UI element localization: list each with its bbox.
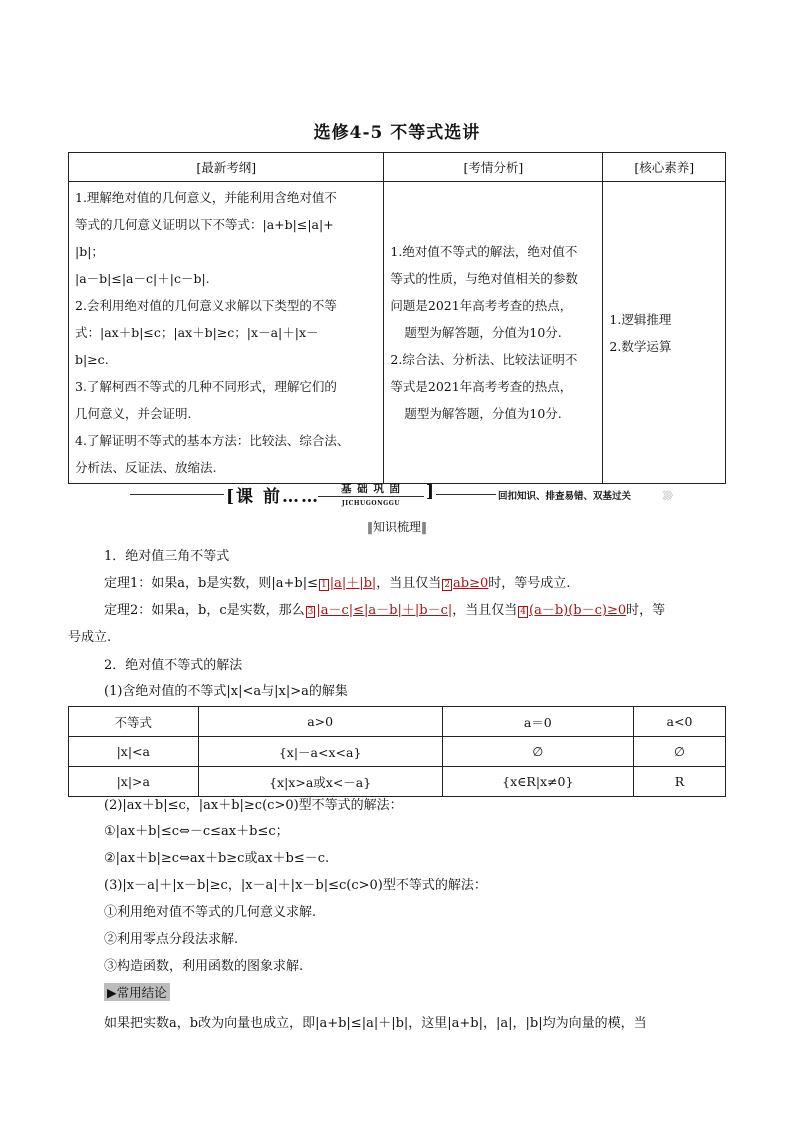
conclusion-text: 如果把实数a，b改为向量也成立，即|a+b|≤|a|＋|b|，这里|a+b|，|a|，|b|均为向量的模，当 (104, 1016, 647, 1031)
table2-header: 不等式 (69, 707, 199, 737)
analysis-line: 等式的性质，与绝对值相关的参数 (390, 271, 578, 286)
outline-line: 1.理解绝对值的几何意义，并能利用含绝对值不 (75, 190, 337, 205)
banner-jichu (318, 483, 424, 510)
theorem1-text: ，当且仅当 (376, 576, 442, 591)
analysis-line: 问题是2021年高考考查的热点， (390, 298, 573, 313)
table2-cell: ∅ (442, 737, 633, 767)
analysis-line: 题型为解答题，分值为10分. (404, 406, 562, 421)
analysis-cell (384, 182, 603, 484)
literacy-cell (603, 182, 726, 484)
method-step-2: ②利用零点分段法求解. (104, 932, 239, 947)
conclusion-tag (104, 983, 764, 1001)
section2-sub2: (2)|ax＋b|≤c，|ax＋b|≥c(c>0)型不等式的解法： (104, 798, 403, 813)
header-exam-analysis: [考情分析] (384, 153, 603, 182)
theorem1-text: 定理1：如果a，b是实数，则|a+b|≤ (104, 576, 318, 591)
banner-arrows-icon: 》》》 (662, 491, 676, 502)
outline-line: |b|； (75, 244, 104, 259)
outline-line: 等式的几何意义证明以下不等式：|a+b|≤|a|+ (75, 217, 334, 232)
answer-blank: (a－b)(b－c)≥0 (529, 603, 627, 618)
banner-jichu-en: JICHUGONGGU (318, 496, 424, 510)
table-row (69, 767, 726, 797)
theorem-2-cont: 号成立. (68, 630, 112, 645)
method-line-1: ①|ax＋b|≤c⇔－c≤ax＋b≤c； (104, 824, 289, 839)
section2-heading: 2．绝对值不等式的解法 (104, 658, 243, 673)
answer-number-badge: 4 (520, 607, 526, 617)
section2-sub3: (3)|x－a|＋|x－b|≥c，|x－a|＋|x－b|≤c(c>0)型不等式的解法： (104, 878, 487, 893)
banner-bracket-close: ] (426, 482, 437, 502)
table2-cell: ∅ (633, 737, 725, 767)
answer-number-badge: 2 (444, 580, 451, 590)
answer-number-badge: 1 (320, 580, 327, 590)
header-latest-outline: [最新考纲] (69, 153, 384, 182)
outline-line: 4.了解证明不等式的基本方法：比较法、综合法、 (75, 433, 350, 448)
theorem2-text: 定理2：如果a，b，c是实数，那么 (104, 603, 305, 618)
literacy-line: 2.数学运算 (609, 338, 672, 354)
banner-slogan: 回扣知识、排查易错、双基过关 (498, 491, 632, 502)
theorem1-text: 时，等号成立. (488, 576, 571, 591)
table2-header: a>0 (198, 707, 442, 737)
method-line-2: ②|ax＋b|≥c⇔ax＋b≥c或ax＋b≤－c. (104, 851, 330, 866)
theorem2-text: 时，等 (626, 603, 666, 618)
table2-cell: |x|>a (69, 767, 199, 797)
header-core-literacy: [核心素养] (603, 153, 726, 182)
analysis-line: 题型为解答题，分值为10分. (404, 325, 562, 340)
table2-cell: {x∈R|x≠0} (442, 767, 633, 797)
solution-set-table (68, 706, 726, 797)
analysis-line: 1.绝对值不等式的解法，绝对值不 (390, 244, 578, 259)
method-step-3: ③构造函数，利用函数的图象求解. (104, 959, 304, 974)
method-step-1: ①利用绝对值不等式的几何意义求解. (104, 905, 317, 920)
table2-header: a＝0 (442, 707, 633, 737)
table2-cell: {x|x>a或x<－a} (198, 767, 442, 797)
exam-outline-table (68, 152, 726, 484)
banner-keqian: [课 前…… (226, 487, 320, 507)
outline-line: 几何意义，并会证明. (75, 406, 192, 421)
outline-line: b|≥c. (75, 352, 109, 367)
answer-number-badge: 3 (307, 607, 314, 617)
outline-line: 式：|ax＋b|≤c；|ax＋b|≥c；|x－a|＋|x－ (75, 325, 319, 340)
section1-heading: 1．绝对值三角不等式 (104, 549, 230, 564)
answer-blank: |a|＋|b| (329, 576, 377, 591)
banner-rule-right (436, 494, 496, 495)
table-row (69, 737, 726, 767)
table2-cell: R (633, 767, 725, 797)
banner-rule-left (130, 494, 224, 495)
section-banner (130, 482, 690, 508)
table2-cell: {x|－a<x<a} (198, 737, 442, 767)
analysis-line: 2.综合法、分析法、比较法证明不 (390, 352, 578, 367)
outline-cell (69, 182, 384, 484)
page-title: 选修4-5 不等式选讲 (313, 123, 481, 143)
table2-cell: |x|<a (69, 737, 199, 767)
conclusion-tag-label: ▶常用结论 (104, 983, 170, 1001)
theorem-1 (104, 572, 744, 591)
answer-blank: ab≥0 (453, 576, 489, 591)
literacy-line: 1.逻辑推理 (609, 311, 672, 327)
outline-line: 3.了解柯西不等式的几种不同形式，理解它们的 (75, 379, 337, 394)
answer-blank: |a－c|≤|a－b|＋|b－c| (316, 603, 453, 618)
table2-header: a<0 (633, 707, 725, 737)
banner-jichu-cn: 基 础 巩 固 (341, 483, 401, 495)
analysis-line: 等式是2021年高考考查的热点， (390, 379, 573, 394)
outline-line: 分析法、反证法、放缩法. (75, 460, 217, 475)
theorem2-text: ，当且仅当 (452, 603, 518, 618)
section2-sub1: (1)含绝对值的不等式|x|<a与|x|>a的解集 (104, 684, 348, 699)
theorem-2 (104, 599, 744, 618)
knowledge-subheading: ‖知识梳理‖ (366, 520, 427, 534)
outline-line: |a－b|≤|a－c|＋|c－b|. (75, 271, 210, 286)
outline-line: 2.会利用绝对值的几何意义求解以下类型的不等 (75, 298, 337, 313)
